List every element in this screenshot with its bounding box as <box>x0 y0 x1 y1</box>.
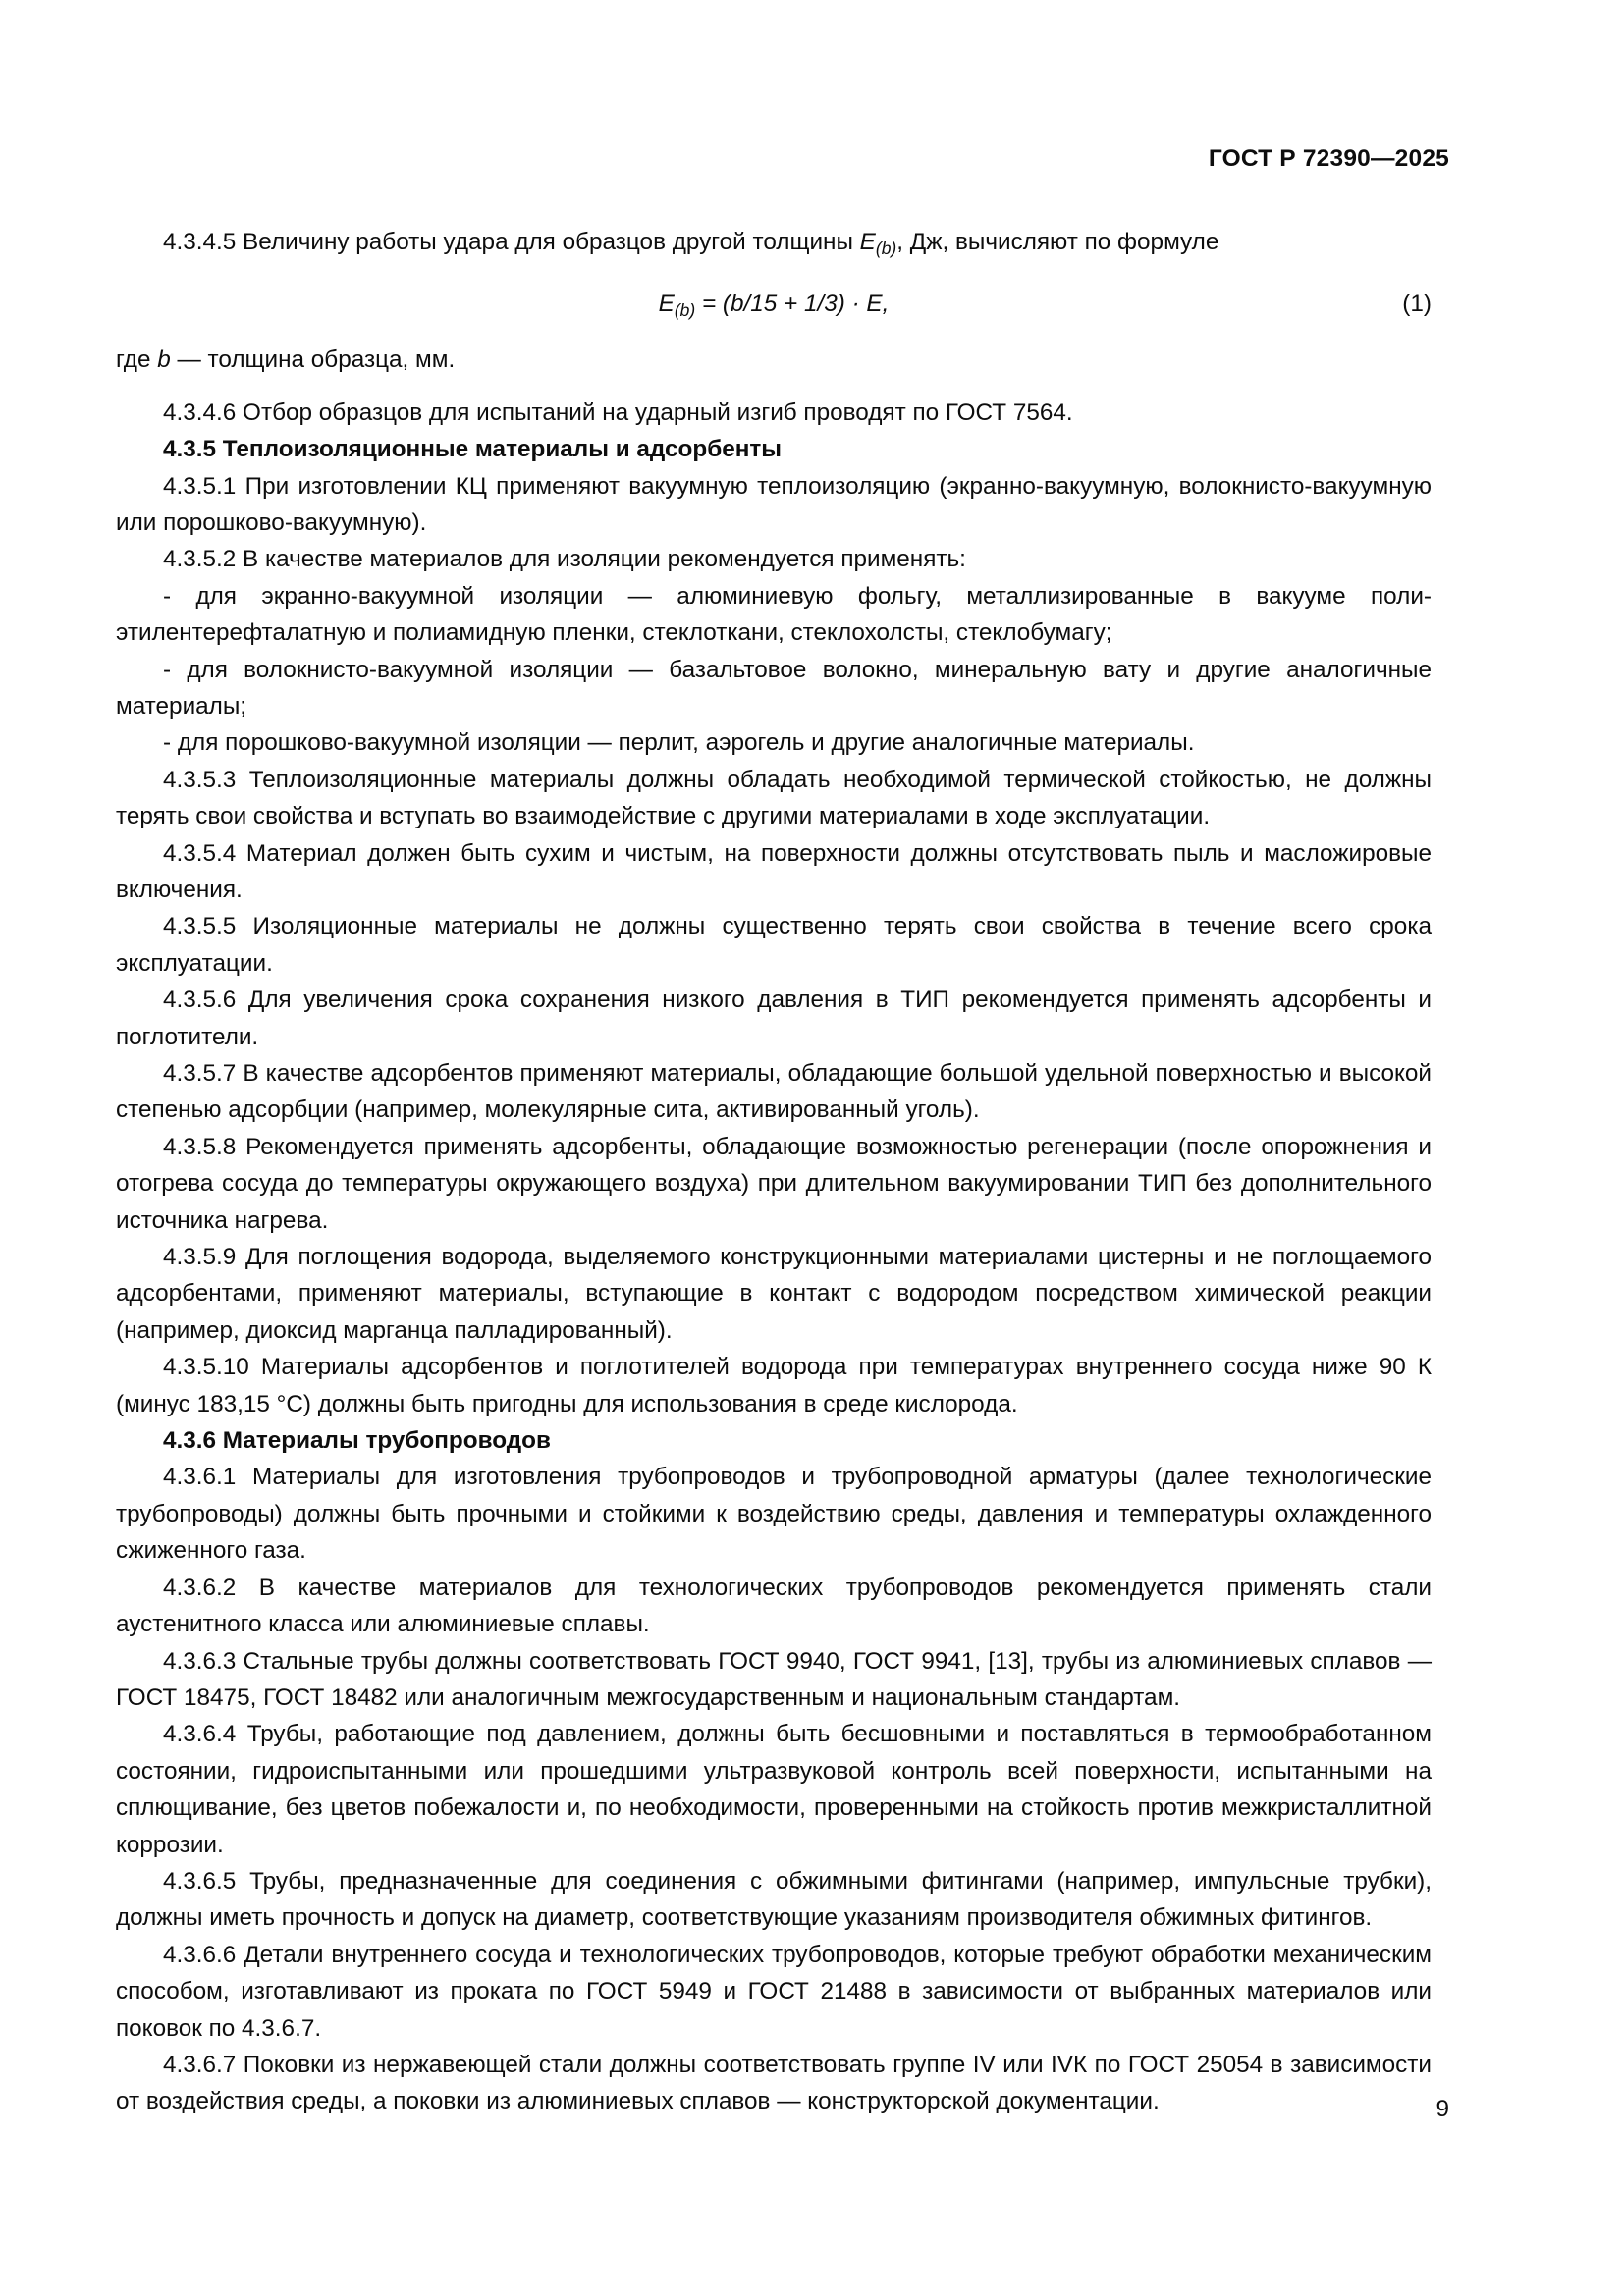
paragraph-4-3-5-10: 4.3.5.10 Материалы адсорбентов и поглотителей водорода при температурах внутреннего сосуда ниже 90 К (минус 183,15 °C) должны быть пригодны для использования в среде кислорода. <box>116 1354 1432 1417</box>
heading-4-3-5: 4.3.5 Теплоизоляционные материалы и адсорбенты <box>163 436 783 463</box>
paragraph-4-3-6-3: 4.3.6.3 Стальные трубы должны соответствовать ГОСТ 9940, ГОСТ 9941, [13], трубы из алюминиевых сплавов — ГОСТ 18475, ГОСТ 18482 или аналогичным межгосударственным и национальным стандартам. <box>116 1647 1432 1711</box>
paragraph-4-3-5-6: 4.3.5.6 Для увеличения срока сохранения низкого давления в ТИП рекомендуется применять адсорбенты и поглотители. <box>116 987 1432 1050</box>
where-label: где <box>116 347 158 374</box>
formula-1-row <box>116 285 1432 324</box>
list-item-powder-vacuum: - для порошково-вакуумной изоляции — перлит, аэрогель и другие аналогичные материалы. <box>163 729 1195 757</box>
paragraph-4-3-5-1: 4.3.5.1 При изготовлении КЦ применяют вакуумную теплоизоляцию (экранно-вакуумную, волокнисто-вакуумную или порошково-вакуумную). <box>116 472 1432 536</box>
document-body <box>116 224 1432 2120</box>
paragraph-4-3-4-5 <box>116 224 1432 267</box>
formula-1 <box>116 285 1432 330</box>
paragraph-4-3-6-2: 4.3.6.2 В качестве материалов для технологических трубопроводов рекомендуется применять стали аустенитного класса или алюминиевые сплавы. <box>116 1574 1432 1638</box>
paragraph-4-3-5-3: 4.3.5.3 Теплоизоляционные материалы должны обладать необходимой термической стойкостью, не должны терять свои свойства и вступать во взаимодействие с другими материалами в ходе эксплуатации. <box>116 766 1432 830</box>
heading-4-3-6: 4.3.6 Материалы трубопроводов <box>163 1427 551 1455</box>
symbol-E-subscript: (b) <box>875 238 897 258</box>
formula-rhs: = (b/15 + 1/3) · E, <box>695 291 890 318</box>
formula-1-number: (1) <box>1402 291 1432 318</box>
paragraph-4-3-6-4: 4.3.6.4 Трубы, работающие под давлением, должны быть бесшовными и поставляться в термообработанном состоянии, гидроиспытанными или прошедшими ультразвуковой контроль всей поверхности, испытанными на сплющивание, без цветов побежалости и, по необходимости, проверенными на стойкость против межкристаллитной коррозии. <box>116 1721 1432 1858</box>
paragraph-4-3-5-8: 4.3.5.8 Рекомендуется применять адсорбенты, обладающие возможностью регенерации (после опорожнения и отогрева сосуда до температуры окружающего воздуха) при длительном вакуумировании ТИП без дополнительного источника нагрева. <box>116 1133 1432 1234</box>
paragraph-4-3-5-9: 4.3.5.9 Для поглощения водорода, выделяемого конструкционными материалами цистерны и не поглощаемого адсорбентами, применяют материалы, вступающие в контакт с водородом посредством химической реакции (например, диоксид марганца палладированный). <box>116 1244 1432 1344</box>
list-item-screen-vacuum: - для экранно-вакуумной изоляции — алюминиевую фольгу, металлизированные в вакууме полиэтилентерефталатную и полиамидную пленки, стеклоткани, стеклохолсты, стеклобумагу; <box>116 582 1432 647</box>
paragraph-4-3-6-5: 4.3.6.5 Трубы, предназначенные для соединения с обжимными фитингами (например, импульсные трубки), должны иметь прочность и допуск на диаметр, соответствующие указаниям производителя обжимных фитингов. <box>116 1867 1432 1932</box>
paragraph-4-3-4-5-text-a: 4.3.4.5 Величину работы удара для образцов другой толщины <box>163 229 860 255</box>
page-header: ГОСТ Р 72390—2025 <box>1208 145 1449 172</box>
list-item-fiber-vacuum: - для волокнисто-вакуумной изоляции — базальтовое волокно, минеральную вату и другие аналогичные материалы; <box>116 656 1432 720</box>
paragraph-4-3-5-4: 4.3.5.4 Материал должен быть сухим и чистым, на поверхности должны отсутствовать пыль и масложировые включения. <box>116 839 1432 903</box>
paragraph-4-3-6-7: 4.3.6.7 Поковки из нержавеющей стали должны соответствовать группе IV или IVК по ГОСТ 25054 в зависимости от воздействия среды, а поковки из алюминиевых сплавов — конструкторской документации. <box>116 2051 1432 2115</box>
formula-lhs-subscript: (b) <box>674 300 696 321</box>
symbol-b: b <box>157 347 171 374</box>
where-definition: — толщина образца, мм. <box>170 347 456 374</box>
paragraph-4-3-4-5-text-b: , Дж, вычисляют по формуле <box>896 229 1219 255</box>
paragraph-4-3-5-2: 4.3.5.2 В качестве материалов для изоляции рекомендуется применять: <box>163 546 966 573</box>
page-number: 9 <box>1435 2095 1449 2122</box>
symbol-E: E <box>859 229 876 255</box>
formula-where-line <box>116 342 1432 378</box>
formula-lhs-symbol: E <box>658 291 675 318</box>
paragraph-4-3-6-1: 4.3.6.1 Материалы для изготовления трубопроводов и трубопроводной арматуры (далее технологические трубопроводы) должны быть прочными и стойкими к воздействию среды, давления и температуры охлажденного сжиженного газа. <box>116 1464 1432 1565</box>
paragraph-4-3-6-6: 4.3.6.6 Детали внутреннего сосуда и технологических трубопроводов, которые требуют обработки механическим способом, изготавливают из проката по ГОСТ 5949 и ГОСТ 21488 в зависимости от выбранных материалов или поковок по 4.3.6.7. <box>116 1941 1432 2042</box>
paragraph-4-3-5-7: 4.3.5.7 В качестве адсорбентов применяют материалы, обладающие большой удельной поверхностью и высокой степенью адсорбции (например, молекулярные сита, активированный уголь). <box>116 1060 1432 1124</box>
paragraph-4-3-5-5: 4.3.5.5 Изоляционные материалы не должны существенно терять свои свойства в течение всего срока эксплуатации. <box>116 913 1432 977</box>
paragraph-4-3-4-6: 4.3.4.6 Отбор образцов для испытаний на ударный изгиб проводят по ГОСТ 7564. <box>163 399 1073 426</box>
